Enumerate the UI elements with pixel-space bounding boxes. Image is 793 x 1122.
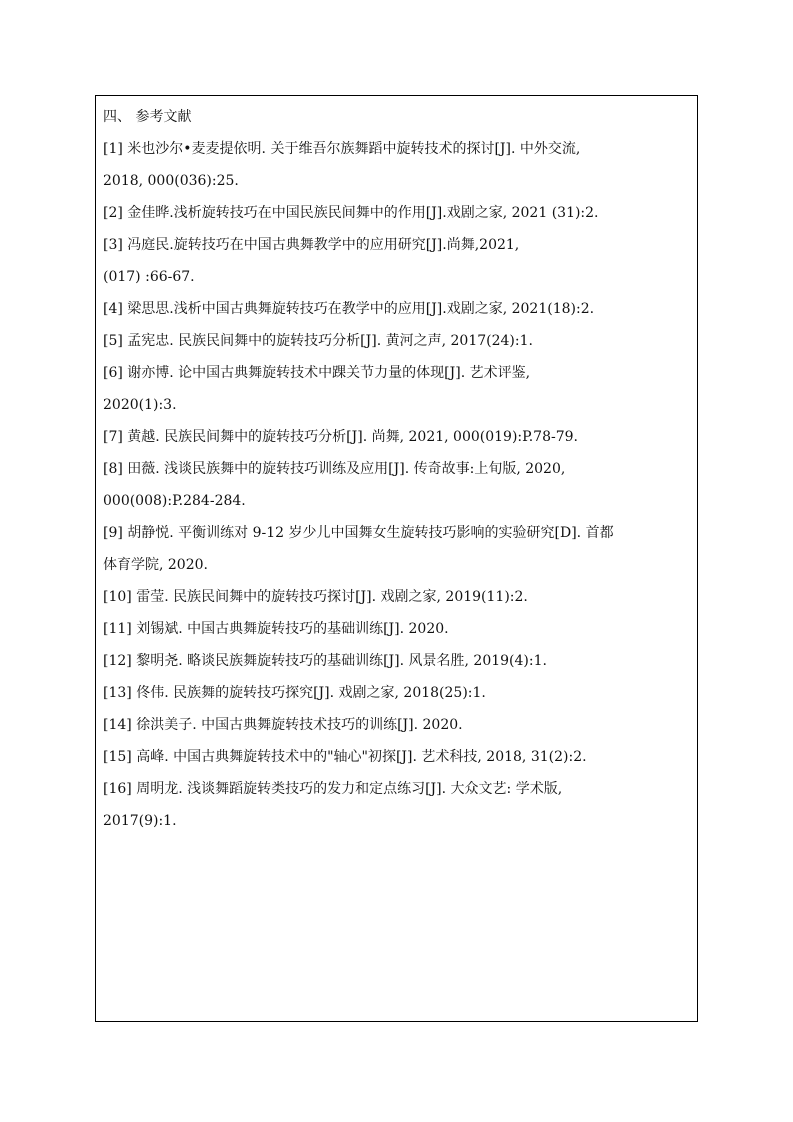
reference-list bbox=[103, 133, 695, 837]
reference-line: [9] 胡静悦. 平衡训练对 9-12 岁少儿中国舞女生旋转技巧影响的实验研究[D]. 首都 bbox=[103, 525, 614, 541]
references-section bbox=[103, 101, 695, 837]
reference-item bbox=[103, 613, 695, 645]
reference-item bbox=[103, 133, 695, 197]
reference-line: (017) :66-67. bbox=[103, 269, 195, 285]
reference-item bbox=[103, 453, 695, 517]
reference-line: [1] 米也沙尔•麦麦提依明. 关于维吾尔族舞蹈中旋转技术的探讨[J]. 中外交流, bbox=[103, 141, 581, 157]
section-title: 四、 参考文献 bbox=[103, 109, 192, 125]
reference-line: [8] 田薇. 浅谈民族舞中的旋转技巧训练及应用[J]. 传奇故事:上旬版, 2020, bbox=[103, 461, 566, 477]
reference-line: 2017(9):1. bbox=[103, 813, 177, 829]
reference-line: 2018, 000(036):25. bbox=[103, 173, 239, 189]
reference-item bbox=[103, 677, 695, 709]
reference-line: 2020(1):3. bbox=[103, 397, 177, 413]
reference-line: [15] 高峰. 中国古典舞旋转技术中的"轴心"初探[J]. 艺术科技, 2018, 31(2):2. bbox=[103, 749, 587, 765]
reference-line: [7] 黄越. 民族民间舞中的旋转技巧分析[J]. 尚舞, 2021, 000(019):P.78-79. bbox=[103, 429, 578, 445]
reference-item bbox=[103, 421, 695, 453]
reference-item bbox=[103, 517, 695, 581]
reference-line: [5] 孟宪忠. 民族民间舞中的旋转技巧分析[J]. 黄河之声, 2017(24):1. bbox=[103, 333, 533, 349]
reference-item bbox=[103, 293, 695, 325]
reference-item bbox=[103, 357, 695, 421]
reference-item bbox=[103, 741, 695, 773]
reference-item bbox=[103, 325, 695, 357]
reference-line: [2] 金佳晔.浅析旋转技巧在中国民族民间舞中的作用[J].戏剧之家, 2021 (31):2. bbox=[103, 205, 599, 221]
reference-line: [11] 刘锡斌. 中国古典舞旋转技巧的基础训练[J]. 2020. bbox=[103, 621, 449, 637]
reference-item bbox=[103, 773, 695, 837]
reference-line: [16] 周明龙. 浅谈舞蹈旋转类技巧的发力和定点练习[J]. 大众文艺: 学术版, bbox=[103, 781, 563, 797]
reference-item bbox=[103, 581, 695, 613]
reference-item bbox=[103, 645, 695, 677]
reference-line: 体育学院, 2020. bbox=[103, 557, 208, 573]
reference-line: [3] 冯庭民.旋转技巧在中国古典舞教学中的应用研究[J].尚舞,2021, bbox=[103, 237, 520, 253]
reference-item bbox=[103, 709, 695, 741]
reference-item bbox=[103, 197, 695, 229]
reference-line: [6] 谢亦博. 论中国古典舞旋转技术中踝关节力量的体现[J]. 艺术评鉴, bbox=[103, 365, 531, 381]
reference-line: [14] 徐洪美子. 中国古典舞旋转技术技巧的训练[J]. 2020. bbox=[103, 717, 463, 733]
reference-line: [13] 佟伟. 民族舞的旋转技巧探究[J]. 戏剧之家, 2018(25):1. bbox=[103, 685, 486, 701]
reference-item bbox=[103, 229, 695, 293]
reference-line: [10] 雷莹. 民族民间舞中的旋转技巧探讨[J]. 戏剧之家, 2019(11):2. bbox=[103, 589, 528, 605]
reference-line: [4] 梁思思.浅析中国古典舞旋转技巧在教学中的应用[J].戏剧之家, 2021(18):2. bbox=[103, 301, 595, 317]
reference-line: 000(008):P.284-284. bbox=[103, 493, 246, 509]
reference-line: [12] 黎明尧. 略谈民族舞旋转技巧的基础训练[J]. 风景名胜, 2019(4):1. bbox=[103, 653, 547, 669]
